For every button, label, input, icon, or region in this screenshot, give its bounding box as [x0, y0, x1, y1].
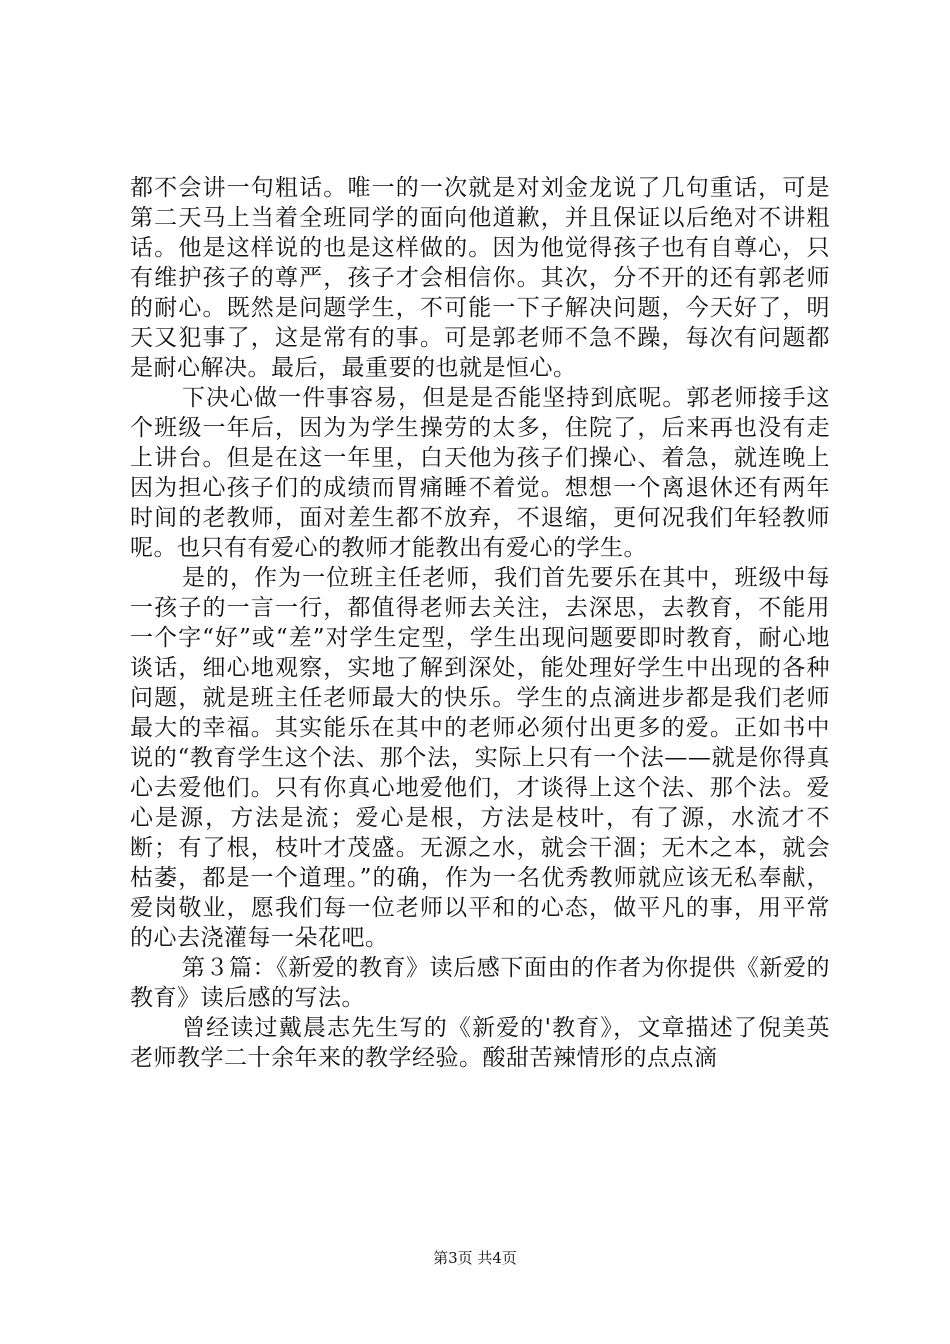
paragraph-1: 都不会讲一句粗话。唯一的一次就是对刘金龙说了几句重话，可是第二天马上当着全班同学的面向他道歉，并且保证以后绝对不讲粗话。他是这样说的也是这样做的。因为他觉得孩子也有自尊心，只有维护孩子的尊严，孩子才会相信你。其次，分不开的还有郭老师的耐心。既然是问题学生，不可能一下子解决问题，今天好了，明天又犯事了，这是常有的事。可是郭老师不急不躁，每次有问题都是耐心解决。最后，最重要的也就是恒心。 — [130, 175, 830, 381]
paragraph-2: 下决心做一件事容易，但是是否能坚持到底呢。郭老师接手这个班级一年后，因为为学生操劳的太多，住院了，后来再也没有走上讲台。但是在这一年里，白天他为孩子们操心、着急，就连晚上因为担心孩子们的成绩而胃痛睡不着觉。想想一个离退休还有两年时间的老教师，面对差生都不放弃，不退缩，更何况我们年轻教师呢。也只有有爱心的教师才能教出有爱心的学生。 — [130, 385, 830, 561]
paragraph-3: 是的，作为一位班主任老师，我们首先要乐在其中，班级中每一孩子的一言一行，都值得老师去关注，去深思，去教育，不能用一个字“好”或“差”对学生定型，学生出现问题要即时教育，耐心地谈话，细心地观察，实地了解到深处，能处理好学生中出现的各种问题，就是班主任老师最大的快乐。学生的点滴进步都是我们老师最大的幸福。其实能乐在其中的老师必须付出更多的爱。正如书中说的“教育学生这个法、那个法，实际上只有一个法——就是你得真心去爱他们。只有你真心地爱他们，才谈得上这个法、那个法。爱心是源，方法是流；爱心是根，方法是枝叶，有了源，水流才不断；有了根，枝叶才茂盛。无源之水，就会干涸；无木之本，就会枯萎，都是一个道理。”的确，作为一名优秀教师就应该无私奉献，爱岗敬业，愿我们每一位老师以平和的心态，做平凡的事，用平常的心去浇灌每一朵花吧。 — [130, 565, 830, 951]
paragraph-4-heading: 第３篇：《新爱的教育》读后感下面由的作者为你提供《新爱的教育》读后感的写法。 — [130, 955, 830, 1011]
page-number-footer: 第3页 共4页 — [433, 1249, 517, 1267]
body-text — [130, 173, 830, 1073]
paragraph-5: 曾经读过戴晨志先生写的《新爱的'教育》，文章描述了倪美英老师教学二十余年来的教学经验。酸甜苦辣情形的点点滴 — [130, 1015, 830, 1071]
